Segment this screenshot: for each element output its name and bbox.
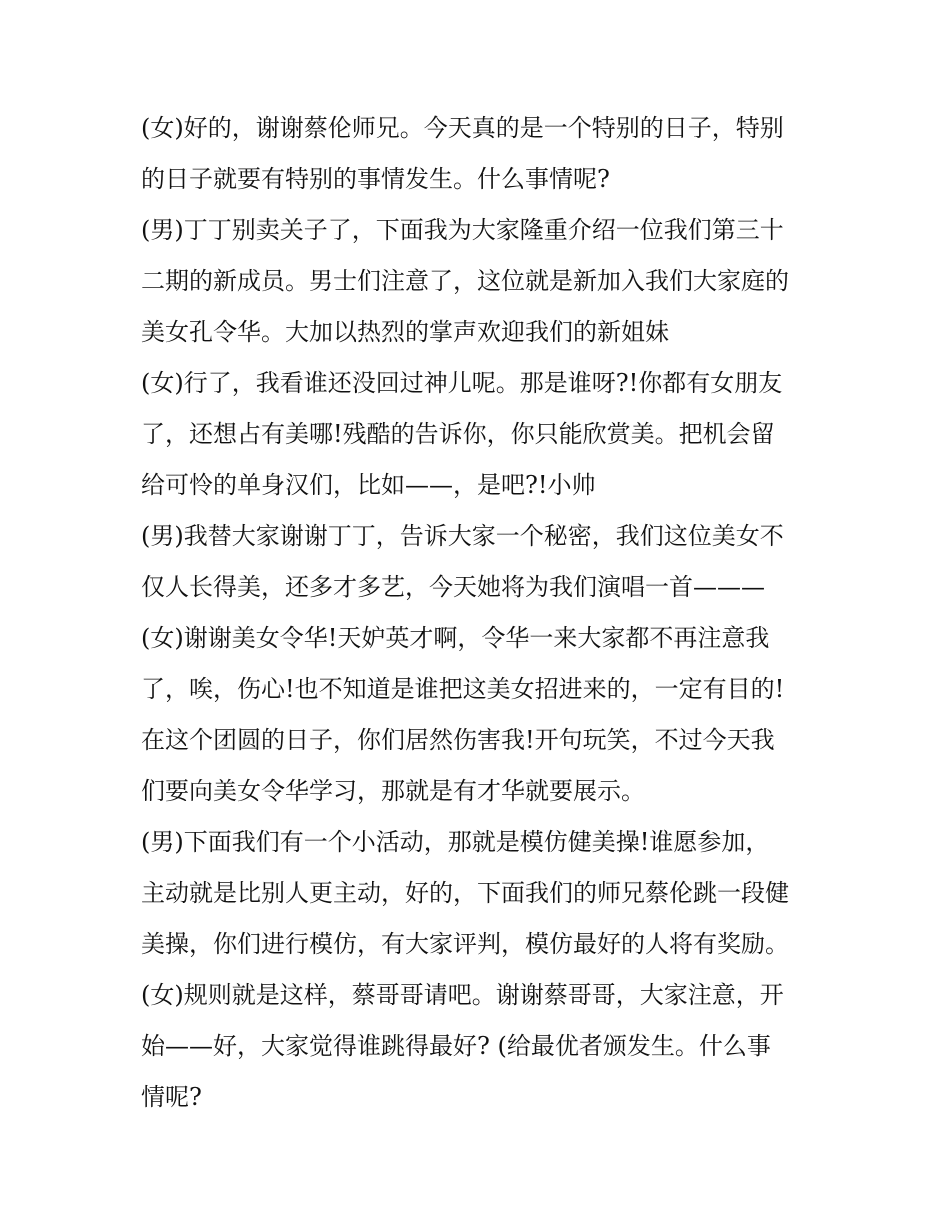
text-line: 了，唉，伤心!也不知道是谁把这美女招进来的，一定有目的!	[141, 675, 785, 703]
text-line: (女)谢谢美女令华!天妒英才啊，令华一来大家都不再注意我	[141, 624, 770, 652]
text-line: (女)规则就是这样，蔡哥哥请吧。谢谢蔡哥哥，大家注意，开	[141, 981, 784, 1009]
text-line: 了，还想占有美哪!残酷的告诉你，你只能欣赏美。把机会留	[141, 420, 775, 448]
text-line: 情呢?	[141, 1083, 202, 1111]
text-line: (男)下面我们有一个小活动，那就是模仿健美操!谁愿参加，	[141, 828, 770, 856]
text-line: (女)好的，谢谢蔡伦师兄。今天真的是一个特别的日子，特别	[141, 114, 784, 142]
text-line: 的日子就要有特别的事情发生。什么事情呢?	[141, 165, 610, 193]
text-line: (女)行了，我看谁还没回过神儿呢。那是谁呀?!你都有女朋友	[141, 369, 783, 397]
text-line: 始——好，大家觉得谁跳得最好? (给最优者颁发生。什么事	[141, 1032, 771, 1060]
text-line: 给可怜的单身汉们，比如——，是吧?!小帅	[141, 471, 596, 499]
text-line: (男)丁丁别卖关子了，下面我为大家隆重介绍一位我们第三十	[141, 216, 784, 244]
text-line: 们要向美女令华学习，那就是有才华就要展示。	[141, 777, 645, 805]
document-body	[141, 103, 831, 1123]
text-line: 美女孔令华。大加以热烈的掌声欢迎我们的新姐妹	[141, 318, 669, 346]
text-line: 主动就是比别人更主动，好的，下面我们的师兄蔡伦跳一段健	[141, 879, 789, 907]
text-line: (男)我替大家谢谢丁丁，告诉大家一个秘密，我们这位美女不	[141, 522, 784, 550]
text-line: 在这个团圆的日子，你们居然伤害我!开句玩笑，不过今天我	[141, 726, 775, 754]
text-line: 美操，你们进行模仿，有大家评判，模仿最好的人将有奖励。	[141, 930, 789, 958]
text-line: 二期的新成员。男士们注意了，这位就是新加入我们大家庭的	[141, 267, 789, 295]
text-line: 仅人长得美，还多才多艺，今天她将为我们演唱一首———	[141, 573, 765, 601]
